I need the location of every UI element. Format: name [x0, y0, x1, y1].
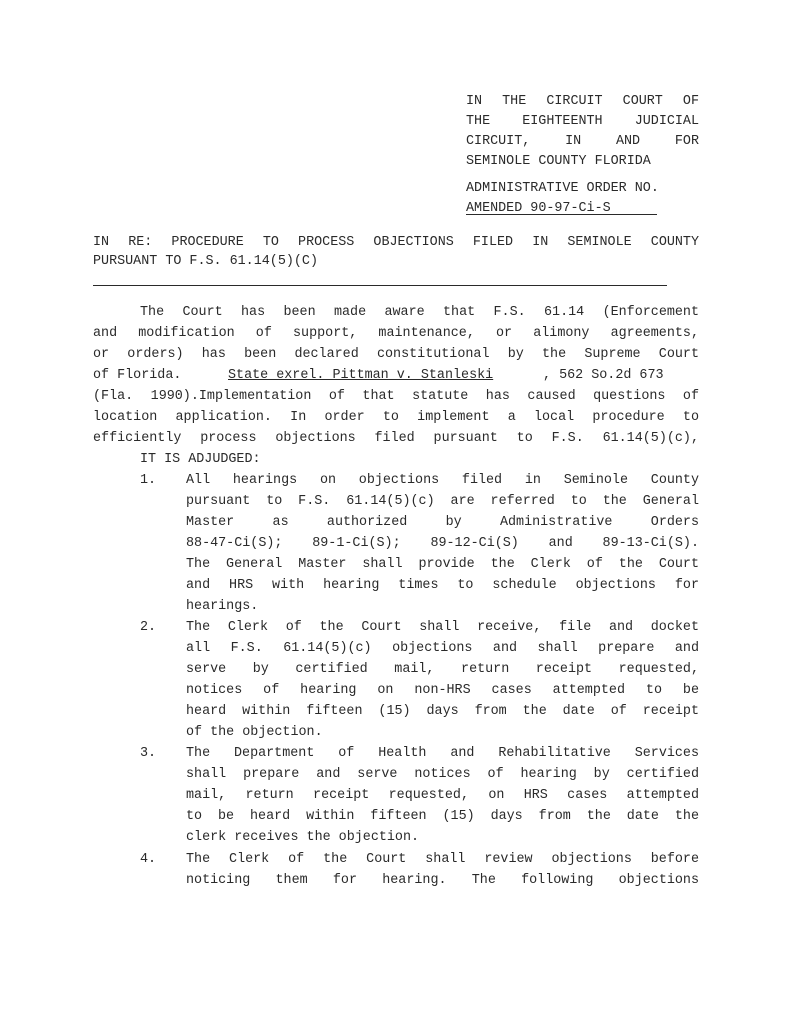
- item-line: of the objection.: [186, 725, 323, 740]
- item-line: All hearings on objections filed in Seminole County: [186, 473, 699, 488]
- item-line: clerk receives the objection.: [186, 830, 420, 845]
- intro-line: The Court has been made aware that F.S. 61.14 (Enforcement: [140, 305, 699, 320]
- in-re-line: IN RE: PROCEDURE TO PROCESS OBJECTIONS FILED IN SEMINOLE COUNTY: [93, 235, 699, 250]
- case-citation: State exrel. Pittman v. Stanleski: [228, 368, 494, 383]
- item-number: 1.: [140, 473, 157, 488]
- intro-line: efficiently process objections filed pursuant to F.S. 61.14(5)(c),: [93, 431, 699, 446]
- item-number: 4.: [140, 852, 157, 867]
- section-divider: [93, 285, 667, 286]
- item-line: to be heard within fifteen (15) days from the date the: [186, 809, 699, 824]
- item-line: pursuant to F.S. 61.14(5)(c) are referred to the General: [186, 494, 699, 509]
- item-line: The Clerk of the Court shall review objections before: [186, 852, 699, 867]
- item-line: heard within fifteen (15) days from the date of receipt: [186, 704, 699, 719]
- item-line: noticing them for hearing. The following objections: [186, 873, 699, 888]
- order-number: AMENDED 90-97-Ci-S: [466, 201, 611, 216]
- in-re-line: PURSUANT TO F.S. 61.14(5)(C): [93, 254, 318, 269]
- item-line: 88-47-Ci(S); 89-1-Ci(S); 89-12-Ci(S) and 89-13-Ci(S).: [186, 536, 699, 551]
- intro-line: location application. In order to implement a local procedure to: [93, 410, 699, 425]
- court-header-line: SEMINOLE COUNTY FLORIDA: [466, 154, 651, 169]
- item-line: Master as authorized by Administrative Orders: [186, 515, 699, 530]
- intro-line: and modification of support, maintenance, or alimony agreements,: [93, 326, 699, 341]
- court-header-line: THE EIGHTEENTH JUDICIAL: [466, 114, 699, 129]
- intro-line: , 562 So.2d 673: [543, 368, 664, 383]
- item-line: and HRS with hearing times to schedule objections for: [186, 578, 699, 593]
- intro-line: (Fla. 1990).Implementation of that statute has caused questions of: [93, 389, 699, 404]
- item-line: notices of hearing on non-HRS cases attempted to be: [186, 683, 699, 698]
- item-line: The Department of Health and Rehabilitative Services: [186, 746, 699, 761]
- item-line: all F.S. 61.14(5)(c) objections and shall prepare and: [186, 641, 699, 656]
- item-line: mail, return receipt requested, on HRS cases attempted: [186, 788, 699, 803]
- court-header-line: CIRCUIT, IN AND FOR: [466, 134, 699, 149]
- item-number: 2.: [140, 620, 157, 635]
- adjudged-heading: IT IS ADJUDGED:: [140, 452, 261, 467]
- item-line: The General Master shall provide the Clerk of the Court: [186, 557, 699, 572]
- intro-line: or orders) has been declared constitutional by the Supreme Court: [93, 347, 699, 362]
- order-number-underline: [466, 214, 657, 215]
- item-line: hearings.: [186, 599, 259, 614]
- order-title: ADMINISTRATIVE ORDER NO.: [466, 181, 659, 196]
- item-line: shall prepare and serve notices of hearing by certified: [186, 767, 699, 782]
- court-header-line: IN THE CIRCUIT COURT OF: [466, 94, 699, 109]
- item-line: serve by certified mail, return receipt requested,: [186, 662, 699, 677]
- item-line: The Clerk of the Court shall receive, file and docket: [186, 620, 699, 635]
- item-number: 3.: [140, 746, 157, 761]
- intro-line: of Florida.: [93, 368, 182, 383]
